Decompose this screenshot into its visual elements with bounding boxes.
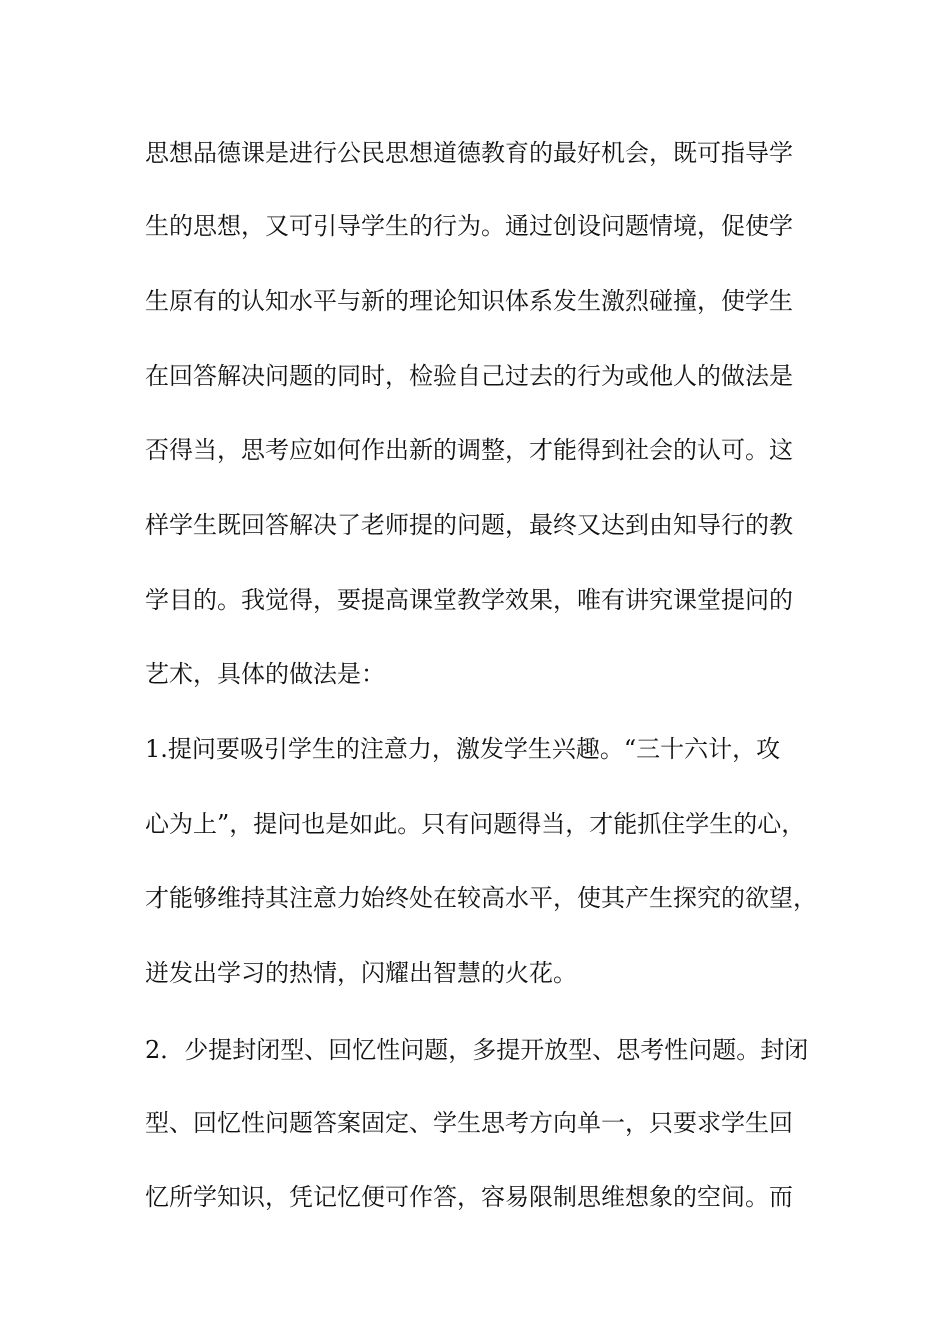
text-line: 生原有的认知水平与新的理论知识体系发生激烈碰撞，使学生 — [145, 287, 793, 315]
text-line: 才能够维持其注意力始终处在较高水平，使其产生探究的欲望， — [145, 884, 817, 912]
text-line: 生的思想，又可引导学生的行为。通过创设问题情境，促使学 — [145, 212, 793, 240]
text-line: 学目的。我觉得，要提高课堂教学效果，唯有讲究课堂提问的 — [145, 586, 793, 614]
text-line: 2．少提封闭型、回忆性问题，多提开放型、思考性问题。封闭 — [145, 1036, 809, 1064]
text-line: 型、回忆性问题答案固定、学生思考方向单一，只要求学生回 — [145, 1109, 793, 1137]
text-line: 思想品德课是进行公民思想道德教育的最好机会，既可指导学 — [145, 139, 793, 167]
text-line: 忆所学知识，凭记忆便可作答，容易限制思维想象的空间。而 — [145, 1183, 793, 1211]
text-line: 迸发出学习的热情，闪耀出智慧的火花。 — [145, 959, 577, 987]
text-line: 在回答解决问题的同时，检验自己过去的行为或他人的做法是 — [145, 362, 793, 390]
text-line: 心为上”，提问也是如此。只有问题得当，才能抓住学生的心， — [145, 810, 806, 838]
text-line: 1.提问要吸引学生的注意力，激发学生兴趣。“三十六计，攻 — [145, 735, 781, 763]
text-line: 艺术，具体的做法是： — [145, 660, 385, 688]
text-line: 否得当，思考应如何作出新的调整，才能得到社会的认可。这 — [145, 436, 793, 464]
text-line: 样学生既回答解决了老师提的问题，最终又达到由知导行的教 — [145, 511, 793, 539]
